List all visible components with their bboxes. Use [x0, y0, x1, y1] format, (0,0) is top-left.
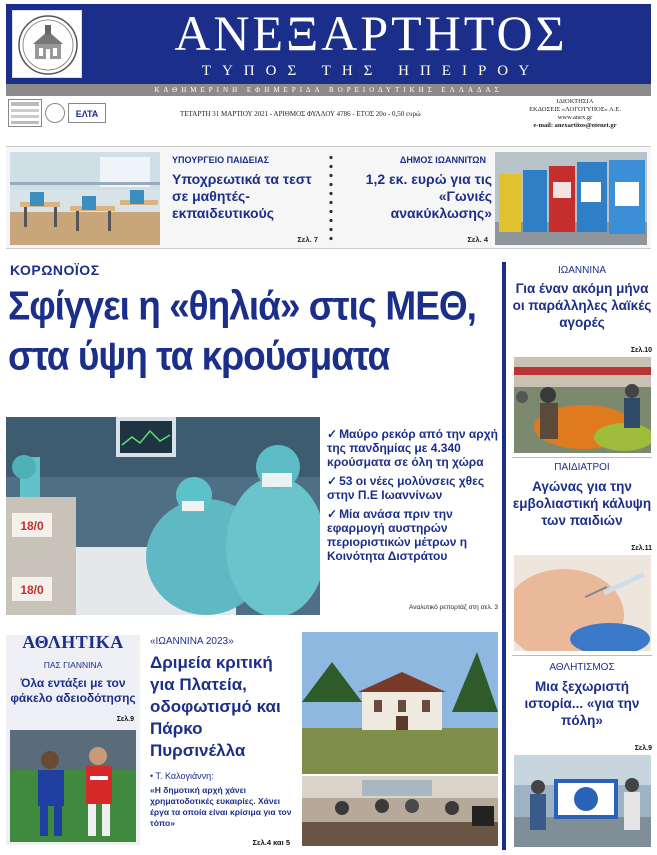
- masthead: [6, 4, 651, 84]
- sports-headline[interactable]: Όλα εντάξει με τον φάκελο αδειοδότησης: [10, 676, 136, 705]
- right-story-2-page: Σελ.11: [631, 545, 652, 552]
- sports-kicker: ΠΑΣ ΓΙΑΝΝΙΝΑ: [43, 660, 103, 670]
- right-story-3-kicker: ΑΘΛΗΤΙΣΜΟΣ: [549, 662, 615, 673]
- column-divider: [502, 262, 506, 850]
- main-headline-line-2: στα ύψη τα κρούσματα: [8, 333, 390, 379]
- right-story-1-kicker: ΙΩΑΝΝΙΝΑ: [557, 265, 607, 276]
- recycling-bins-photo: [495, 152, 647, 245]
- main-bullet: ✓ Μία ανάσα πριν την εφαρμογή αυστηρών περιοριστικών μέτρων η Κοινότητα Διστράτου: [327, 507, 468, 563]
- masthead-subtitle: ΤΥΠΟΣ ΤΗΣ ΗΠΕΙΡΟΥ: [201, 63, 541, 79]
- teaser-1-headline[interactable]: Υποχρεωτικά τα τεστ σε μαθητές-εκπαιδευτικούς: [172, 171, 312, 221]
- photo-sign-2: 18/0: [20, 583, 44, 597]
- right-story-1-headline[interactable]: Για έναν ακόμη μήνα οι παράλληλες λαϊκές αγορές: [512, 281, 652, 330]
- market-photo: [514, 357, 651, 453]
- ioannina-2023-quote-author: • Τ. Καλογιάννη:: [150, 771, 214, 781]
- teaser-2-kicker: ΔΗΜΟΣ ΙΩΑΝΝΙΤΩΝ: [399, 155, 486, 165]
- right-separator: [512, 655, 652, 656]
- teaser-2-headline[interactable]: 1,2 εκ. ευρώ για τις «Γωνιές ανακύκλωσης»: [365, 171, 492, 221]
- postal-permit-badge: [8, 99, 42, 127]
- owner-name: ΕΚΔΟΣΕΙΣ «ΛΟΓΟΤΥΠΟΣ» Α.Ε.: [529, 106, 621, 113]
- main-headline-line-1: Σφίγγει η «θηλιά» στις ΜΕΘ,: [8, 283, 476, 329]
- teaser-1-page: Σελ. 7: [297, 235, 318, 244]
- sports-section-title: ΑΘΛΗΤΙΚΑ: [22, 632, 124, 652]
- issue-info: ΤΕΤΑΡΤΗ 31 ΜΑΡΤΙΟΥ 2021 - ΑΡΙΘΜΟΣ ΦΥΛΛΟΥ 4786 - ΕΤΟΣ 20ο - 0,50 ευρώ: [180, 110, 421, 118]
- teaser-divider: [329, 153, 333, 245]
- right-story-3-page: Σελ.9: [634, 745, 652, 752]
- right-story-2-kicker: ΠΑΙΔΙΑΤΡΟΙ: [554, 462, 610, 473]
- masthead-tagline: ΚΑΘΗΜΕΡΙΝΗ ΕΦΗΜΕΡΙΔΑ ΒΟΡΕΙΟΔΥΤΙΚΗΣ ΕΛΛΑΔΑΣ: [6, 84, 651, 96]
- check-icon: ✓: [327, 507, 338, 521]
- elta-badge: ΕΛΤΑ: [68, 103, 106, 123]
- right-separator: [512, 457, 652, 458]
- newspaper-logo: [12, 10, 82, 78]
- main-bullet: ✓ 53 οι νέες μολύνσεις χθες στην Π.Ε Ιωαννίνων: [327, 474, 485, 502]
- ioannina-2023-quote: «Η δημοτική αρχή χάνει χρηματοδοτικές ευκαιρίες. Χάνει έργα τα οποία είναι κρίσιμα για τον τόπο»: [150, 785, 292, 828]
- main-kicker: ΚΟΡΩΝΟΪΟΣ: [10, 262, 100, 278]
- ioannina-2023-kicker: «ΙΩΑΝΝΙΝΑ 2023»: [150, 636, 234, 647]
- check-icon: ✓: [327, 427, 338, 441]
- vaccination-photo: [514, 555, 651, 651]
- main-page-reference: Αναλυτικό ρεπορτάζ στη σελ. 3: [409, 604, 498, 611]
- icu-photo: [6, 417, 320, 615]
- masthead-title: ΑΝΕΞΑΡΤΗΤΟΣ: [174, 5, 568, 61]
- postal-badges: [8, 99, 108, 131]
- fans-photo: [514, 755, 651, 847]
- ownership-info: [500, 98, 650, 130]
- photo-sign-1: 18/0: [20, 519, 44, 533]
- website-link[interactable]: www.anex.gr: [557, 114, 593, 121]
- right-story-1-page: Σελ.10: [630, 347, 652, 354]
- right-story-3-headline[interactable]: Μια ξεχωριστή ιστορία... «για την πόλη»: [524, 679, 640, 728]
- postal-seal-icon: [45, 103, 65, 123]
- mansion-photo: [302, 632, 498, 774]
- council-meeting-photo: [302, 776, 498, 846]
- classroom-photo: [10, 152, 160, 245]
- main-bullets: [327, 427, 499, 568]
- right-story-2-headline[interactable]: Αγώνας για την εμβολιαστική κάλυψη των παιδιών: [512, 479, 652, 528]
- teaser-2-page: Σελ. 4: [467, 235, 488, 244]
- email-link[interactable]: e-mail: anexartitos@otenet.gr: [533, 122, 617, 129]
- check-icon: ✓: [327, 474, 338, 488]
- ioannina-2023-headline[interactable]: Δριμεία κριτική για Πλατεία, οδοφωτισμό και Πάρκο Πυρσινέλλα: [150, 653, 281, 760]
- owner-label: ΙΔΙΟΚΤΗΣΙΑ: [556, 98, 594, 105]
- main-headline[interactable]: [8, 282, 500, 379]
- ioannina-2023-page: Σελ.4 και 5: [252, 838, 290, 847]
- main-bullet: ✓ Μαύρο ρεκόρ από την αρχή της πανδημίας με 4.340 κρούσματα σε όλη τη χώρα: [327, 427, 498, 469]
- sports-page: Σελ.9: [116, 716, 134, 723]
- football-photo: [10, 730, 136, 842]
- teaser-1-kicker: ΥΠΟΥΡΓΕΙΟ ΠΑΙΔΕΙΑΣ: [172, 155, 270, 165]
- teaser-strip: [6, 146, 651, 249]
